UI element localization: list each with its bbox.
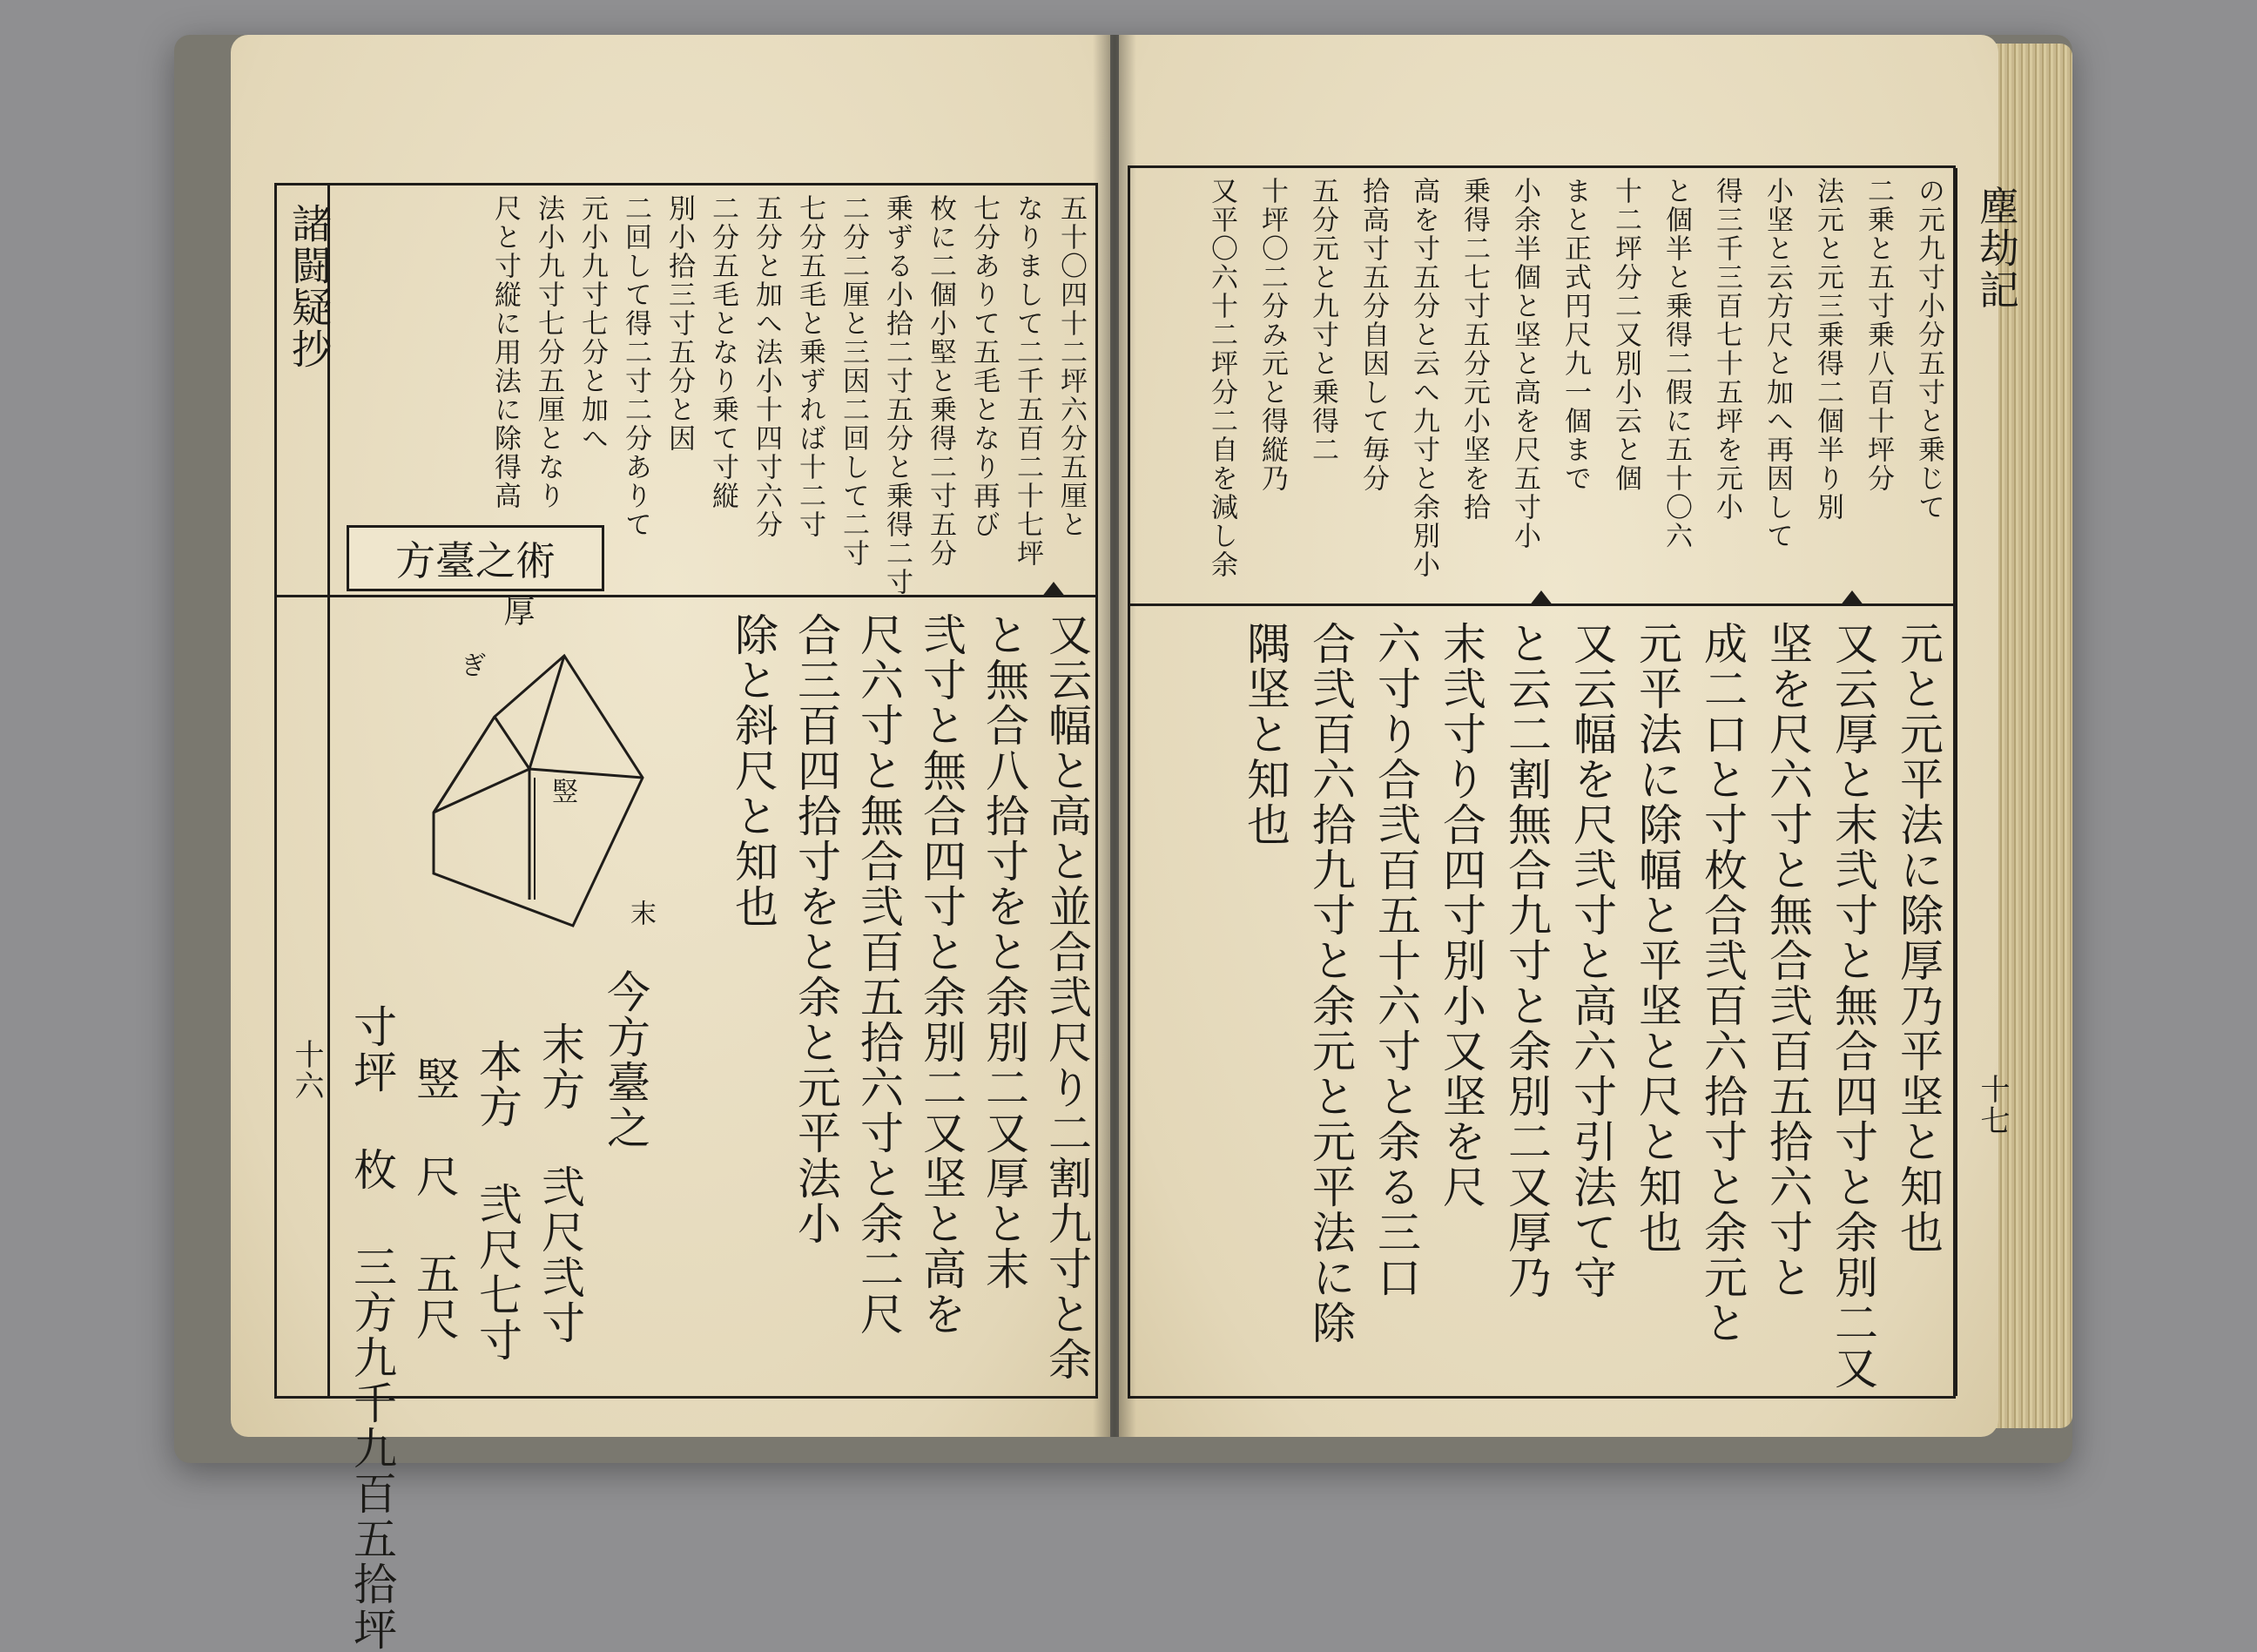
upper-column: 五十〇四十二坪六分五厘と [1055, 194, 1087, 539]
upper-column: 十二坪分二又別小云と個 [1610, 177, 1641, 493]
upper-column: 法小九寸七分五厘となり [533, 194, 564, 510]
upper-column: 元小九寸七分と加へ [576, 194, 608, 453]
diagram-label-top: 厚 [499, 595, 535, 628]
left-page [231, 35, 1110, 1652]
example-column: 末方 弐尺弐寸 [535, 1022, 585, 1345]
section-title-box: 方臺之術 [347, 525, 604, 591]
example-column: 今方臺之 [600, 969, 650, 1150]
upper-column: 乗ずる小拾二寸五分と乗得二寸 [881, 194, 913, 597]
left-running-page: 十六 [289, 1039, 324, 1102]
left-running-title: 諸闘疑抄 [286, 203, 333, 370]
upper-column: と個半と乗得二假に五十〇六 [1661, 177, 1692, 550]
right-page-frame [1128, 165, 2020, 1399]
upper-column: 枚に二個小堅と乗得二寸五分 [925, 194, 956, 568]
book-gutter [1093, 35, 1136, 1437]
upper-column: 二乗と五寸乗八百十坪分 [1863, 177, 1894, 493]
right-running-head [1955, 168, 2018, 1396]
lower-column: 除と斜尺と知也 [728, 612, 778, 929]
upper-column: の元九寸小分五寸と乗じて [1913, 177, 1944, 522]
upper-column: 十坪〇二分み元と得縦乃 [1257, 177, 1288, 493]
upper-column: 二分二厘と三因二回して二寸 [838, 194, 869, 568]
paragraph-marker [1529, 590, 1553, 606]
upper-column: 小坚と云方尺と加へ再因して [1762, 177, 1793, 550]
lower-column: 元と元平法に除厚乃平坚と知也 [1893, 621, 1944, 1255]
upper-column: 又平〇六十二坪分二自を減し余 [1206, 177, 1237, 579]
example-column: 本方 弐尺七寸 [472, 1039, 522, 1363]
lower-column: 尺六寸と無合弐百五拾六寸と余二尺 [853, 612, 904, 1337]
right-running-page: 十七 [1975, 1074, 2010, 1136]
upper-column: なりまして二千五百二十七坪 [1012, 194, 1043, 568]
lower-column: 弐寸と無合四寸と余別二又坚と高を [916, 612, 967, 1337]
upper-column: 尺と寸縦に用法に除得高 [489, 194, 521, 510]
upper-column: 拾高寸五分自因して毎分 [1358, 177, 1389, 493]
upper-column: 七分五毛と乗ずれば十二寸 [794, 194, 825, 539]
paragraph-marker [1840, 590, 1864, 606]
right-page [1119, 35, 2020, 1437]
lower-column: 坚を尺六寸と無合弐百五拾六寸と [1762, 621, 1813, 1300]
right-running-title: 塵劫記 [1973, 185, 2020, 311]
paragraph-marker [1041, 582, 1066, 597]
example-column: 竪 尺 五尺 [409, 1056, 460, 1342]
left-page-frame [274, 183, 1098, 1652]
lower-column: と無合八拾寸をと余別二又厚と末 [979, 612, 1029, 1291]
lower-column: 元平法に除幅と平坚と尺と知也 [1632, 621, 1682, 1255]
lower-column: と云二割無合九寸と余別二又厚乃 [1501, 621, 1552, 1300]
diagram-label-center: 竪 [547, 778, 577, 806]
lower-column: 六寸り合弐百五十六寸と余る三口 [1371, 621, 1421, 1300]
upper-column: 高を寸五分と云へ九寸と余別小 [1408, 177, 1439, 579]
upper-column: 別小拾三寸五分と因 [664, 194, 695, 453]
upper-column: 七分ありて五毛となり再び [968, 194, 1000, 539]
upper-column: 二分五毛となり乗て寸縦 [707, 194, 738, 510]
upper-column: 二回して得二寸二分ありて [620, 194, 651, 539]
lower-column: 又云幅を尺弐寸と高六寸引法て守 [1566, 621, 1617, 1300]
left-running-head [277, 185, 333, 1396]
lower-column: 合弐百六拾九寸と余元と元平法に除 [1305, 621, 1356, 1345]
lower-column: 成二口と寸枚合弐百六拾寸と余元と [1697, 621, 1748, 1345]
upper-column: 小余半個と坚と高を尺五寸小 [1509, 177, 1540, 550]
upper-column: 五分元と九寸と乗得二 [1307, 177, 1338, 464]
left-divider [277, 595, 1095, 597]
upper-column: 法元と元三乗得二個半り別 [1812, 177, 1843, 522]
lower-column: 末弐寸り合四寸別小又坚を尺 [1436, 621, 1486, 1210]
upper-column: 乗得二七寸五分元小坚を拾 [1459, 177, 1490, 522]
lower-column: 合三百四拾寸をと余と元平法小 [791, 612, 841, 1246]
lower-column: 又云幅と高と並合弐尺り二割九寸と余 [1041, 612, 1092, 1382]
diagram-label-bottom: 末 [625, 900, 656, 927]
example-column: 寸坪 枚 三方九千九百五拾坪 [347, 1004, 397, 1652]
upper-column: まと正式円尺九一個まで [1560, 177, 1591, 493]
diagram-label-side: ぎ [455, 651, 486, 679]
lower-column: 隅坚と知也 [1240, 621, 1290, 847]
lower-column: 又云厚と末弐寸と無合四寸と余別二又 [1828, 621, 1878, 1391]
upper-column: 五分と加へ法小十四寸六分 [751, 194, 782, 539]
upper-column: 得三千三百七十五坪を元小 [1711, 177, 1742, 522]
